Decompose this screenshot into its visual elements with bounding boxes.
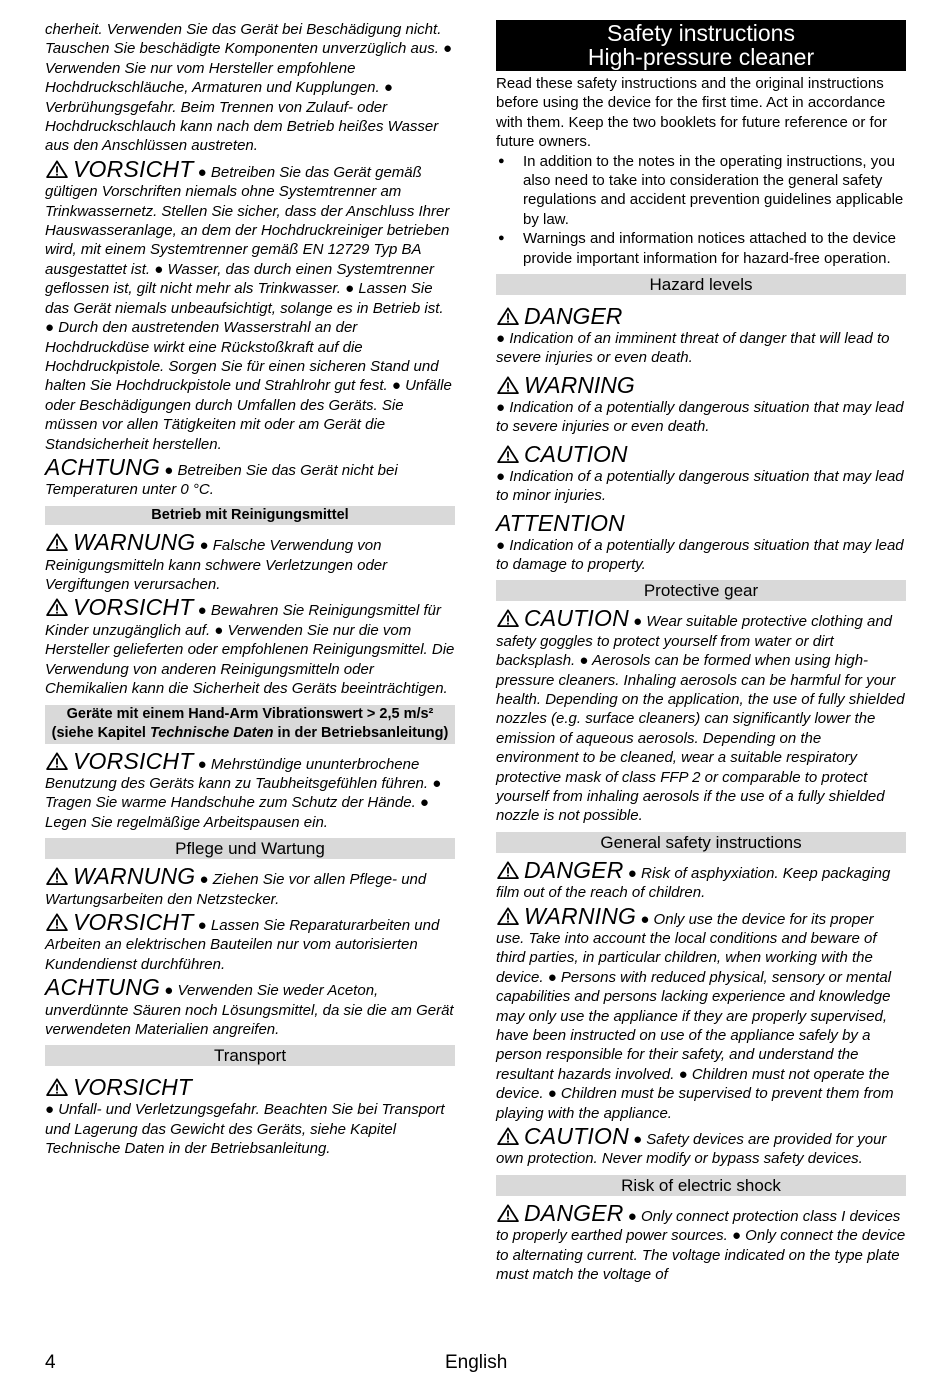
page-title <box>496 20 906 71</box>
notice-text: ● Only use the device for its proper use. Take into account the local conditions and beware of third parties, in particular children, when working with the device. ● Persons with reduced physical, sensory or mental capabilities and persons lacking experience and knowledge may only use the appliance if they are properly supervised, have been instructed on use of the appliance safely by a person responsible for their safety, and understand the resultant hazards involved. ● Children must not operate the device. ● Children must be supervised to prevent them from playing with the appliance. <box>496 910 894 1122</box>
notice-text: ● Betreiben Sie das Gerät nicht bei Temperaturen unter 0 °C. <box>45 461 398 499</box>
signal-word: WARNING <box>524 371 635 398</box>
heading-part: Geräte mit einem Hand-Arm Vibrationswert > 2,5 m/s² (siehe Kapitel <box>51 705 434 741</box>
warning-triangle-icon <box>45 533 69 551</box>
signal-word: DANGER <box>524 856 624 883</box>
section-heading: Protective gear <box>496 580 906 601</box>
notice-text: ● Only connect protection class I devices to properly earthed power sources. ● Only connect the device to alternating current. The voltage indicated on the type plate must match the voltage of <box>496 1207 906 1284</box>
notice-text: ● Mehrstündige ununterbrochene Benutzung des Geräts kann zu Taubheitsgefühlen führen. ● Tragen Sie warme Handschuhe zum Schutz der Hände. ● Legen Sie regelmäßige Arbeitspausen ein. <box>45 755 442 831</box>
signal-word: CAUTION <box>524 440 628 467</box>
signal-word: VORSICHT <box>73 1074 192 1101</box>
signal-word: VORSICHT <box>73 908 194 935</box>
notice-text: ● Indication of a potentially dangerous situation that may lead to severe injuries or even death. <box>496 398 904 436</box>
heading-part: in der Betriebsanleitung) <box>273 725 449 741</box>
signal-word: WARNING <box>524 902 637 929</box>
notice-text: ● Falsche Verwendung von Reinigungsmitteln kann schwere Verletzungen oder Vergiftungen verursachen. <box>45 537 388 594</box>
warning-notice <box>45 529 455 594</box>
caution-heading <box>45 1074 455 1100</box>
bullet-list <box>496 152 906 268</box>
notice-text: ● Risk of asphyxiation. Keep packaging film out of the reach of children. <box>496 864 891 902</box>
warning-heading <box>496 372 906 398</box>
attention-notice <box>45 974 455 1039</box>
warning-triangle-icon <box>496 861 520 879</box>
warning-triangle-icon <box>45 1078 69 1096</box>
warning-triangle-icon <box>496 445 520 463</box>
warning-triangle-icon <box>496 1127 520 1145</box>
notice-text: ● Ziehen Sie vor allen Pflege- und Wartungsarbeiten den Netzstecker. <box>45 871 427 908</box>
signal-word: ATTENTION <box>496 509 625 536</box>
section-heading: General safety instructions <box>496 832 906 853</box>
danger-notice <box>496 1199 906 1285</box>
warning-triangle-icon <box>496 376 520 394</box>
notice-text: ● Unfall- und Verletzungsgefahr. Beachten Sie bei Transport und Lagerung das Gewicht des Geräts, siehe Kapitel Technische Daten in der Betriebsanleitung. <box>45 1101 445 1158</box>
section-heading: Risk of electric shock <box>496 1175 906 1196</box>
signal-word: ACHTUNG <box>45 453 161 480</box>
warning-triangle-icon <box>496 307 520 325</box>
list-item: ● Warnings and information notices attached to the device provide important information for hazard-free operation. <box>496 229 906 268</box>
notice-text: ● Lassen Sie Reparaturarbeiten und Arbeiten an elektrischen Bauteilen nur vom autorisierten Kundendienst durchführen. <box>45 916 440 973</box>
notice-text: ● Bewahren Sie Reinigungsmittel für Kinder unzugänglich auf. ● Verwenden Sie nur die vom Hersteller gelieferten oder empfohlenen Reinigungsmittel. Die Verwendung von anderen Reinigungsmitteln oder Chemikalien kann die Sicherheit des Geräts beeinträchtigen. <box>45 602 455 698</box>
notice-text: ● Wear suitable protective clothing and safety goggles to protect yourself from water or dirt backsplash. ● Aerosols can be formed when using high-pressure cleaners. Inhaling aerosols can be harmful for your health. Depending on the application, the use of fully shielded nozzles (e.g. surface cleaners) can significantly lower the emission of aqueous aerosols. Depending on the environment to be cleaned, wear a suitable respiratory protective mask of class FFP 2 or comparable to protect yourself from inhaling aerosols if the use of a fully shielded nozzle is not possible. <box>496 613 905 825</box>
section-heading: Pflege und Wartung <box>45 838 455 859</box>
notice-text: ● Indication of an imminent threat of danger that will lead to severe injuries or even death. <box>496 330 890 367</box>
left-column <box>45 20 455 1163</box>
title-line: Safety instructions <box>607 20 795 46</box>
section-heading: Hazard levels <box>496 274 906 295</box>
signal-word: DANGER <box>524 303 623 330</box>
caution-heading <box>496 441 906 467</box>
caution-notice <box>496 605 906 825</box>
footer-language: English <box>445 1352 508 1373</box>
danger-notice <box>496 856 906 903</box>
caution-notice <box>45 155 455 454</box>
notice-text: ● Indication of a potentially dangerous situation that may lead to minor injuries. <box>496 467 904 505</box>
section-heading: Betrieb mit Reinigungsmittel <box>45 506 455 526</box>
signal-word: VORSICHT <box>73 747 194 774</box>
warning-triangle-icon <box>45 867 69 885</box>
notice-text: ● Verwenden Sie weder Aceton, unverdünnte Säuren noch Lösungsmittel, da sie die am Gerät verwendeten Materialien angreifen. <box>45 982 454 1038</box>
intro-paragraph: Read these safety instructions and the original instructions before using the device for the first time. Act in accordance with them. Keep the two booklets for future reference or for future owners. <box>496 75 888 151</box>
signal-word: WARNUNG <box>73 863 196 890</box>
paragraph: cherheit. Verwenden Sie das Gerät bei Beschädigung nicht. Tauschen Sie beschädigte Komponenten unverzüglich aus. ● Verwenden Sie nur vom Hersteller empfohlene Hochdruckschläuche, Armaturen und Kupplungen. ● Verbrühungsgefahr. Beim Trennen von Zulauf- oder Hochdruckschlauch kann nach dem Betrieb heißes Wasser aus den Anschlüssen austreten. <box>45 21 453 155</box>
section-heading: Transport <box>45 1045 455 1066</box>
title-line: High-pressure cleaner <box>587 44 815 70</box>
heading-part-italic: Technische Daten <box>149 725 274 741</box>
warning-triangle-icon <box>45 752 69 770</box>
signal-word: VORSICHT <box>73 594 194 621</box>
signal-word: WARNUNG <box>73 529 196 556</box>
warning-triangle-icon <box>45 913 69 931</box>
signal-word: CAUTION <box>524 1123 629 1150</box>
attention-notice <box>45 453 455 500</box>
page-number: 4 <box>45 1352 56 1373</box>
warning-triangle-icon <box>496 1204 520 1222</box>
caution-notice <box>45 908 455 974</box>
notice-text: ● Safety devices are provided for your own protection. Never modify or bypass safety devices. <box>496 1131 887 1168</box>
warning-triangle-icon <box>496 609 520 627</box>
notice-text: ● Betreiben Sie das Gerät gemäß gültigen Vorschriften niemals ohne Systemtrenner am Trinkwassernetz. Stellen Sie sicher, dass der Anschluss Ihrer Hauswasseranlage, an dem der Hochdruckreiniger betrieben wird, mit einem Systemtrenner gemäß EN 12729 Typ BA ausgestattet ist. ● Wasser, das durch einen Systemtrenner geflossen ist, gilt nicht mehr als Trinkwasser. ● Lassen Sie das Gerät niemals unbeaufsichtigt, solange es in Betrieb ist. ● Durch den austretenden Wasserstrahl an der Hochdruckdüse wirkt eine Rückstoßkraft auf die Hochdruckpistole. Sorgen Sie für einen sicheren Stand und halten Sie Hochdruckpistole und Strahlrohr gut fest. ● Unfälle oder Beschädigungen durch Umfallen des Geräts. Sie müssen vor allen Tätigkeiten mit oder am Gerät die Standsicherheit herstellen. <box>45 163 452 453</box>
signal-word: VORSICHT <box>73 155 194 182</box>
caution-notice <box>496 1123 906 1169</box>
caution-notice <box>45 594 455 698</box>
right-column <box>496 20 906 1289</box>
caution-notice <box>45 747 455 833</box>
warning-triangle-icon <box>496 907 520 925</box>
signal-word: CAUTION <box>524 605 629 632</box>
warning-notice <box>496 902 906 1123</box>
warning-triangle-icon <box>45 598 69 616</box>
signal-word: DANGER <box>524 1199 624 1226</box>
danger-heading <box>496 303 906 329</box>
notice-text: ● Indication of a potentially dangerous situation that may lead to damage to property. <box>496 536 904 573</box>
warning-notice <box>45 863 455 909</box>
section-heading <box>45 705 455 744</box>
warning-triangle-icon <box>45 160 69 178</box>
list-item: ● In addition to the notes in the operating instructions, you also need to take into consideration the general safety regulations and accident prevention guidelines applicable by law. <box>496 152 906 230</box>
signal-word: ACHTUNG <box>45 974 161 1001</box>
attention-heading <box>496 510 906 536</box>
